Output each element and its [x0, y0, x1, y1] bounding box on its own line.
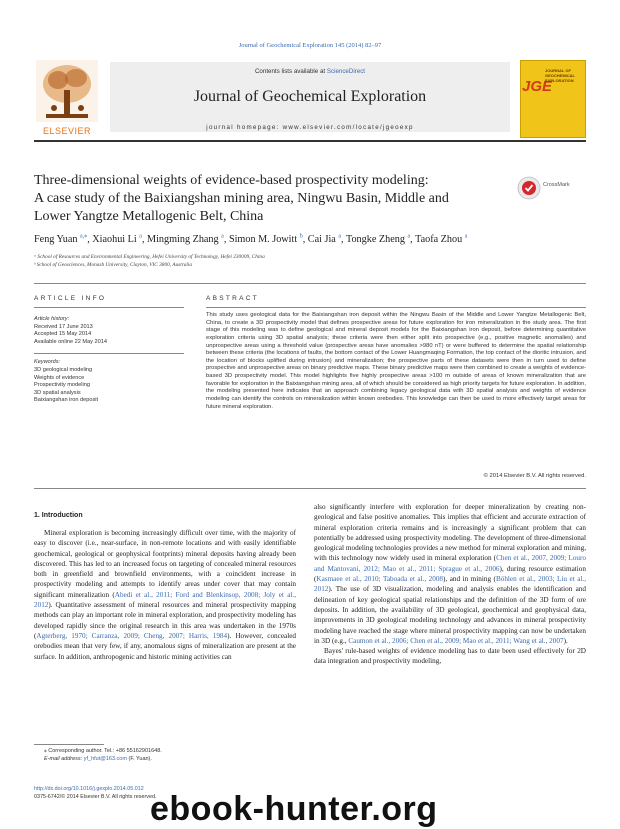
- elsevier-tree-icon: [36, 60, 98, 136]
- journal-citation[interactable]: Journal of Geochemical Exploration 145 (2014) 82–97: [238, 42, 382, 49]
- watermark-text: ebook-hunter.org: [150, 790, 438, 828]
- body-column-left: [34, 528, 296, 662]
- body-text: ), and in mining (: [443, 575, 496, 584]
- author[interactable]: Cai Jia $^a$,: [307, 234, 344, 246]
- keyword[interactable]: Weights of evidence: [34, 374, 85, 381]
- author-email-link[interactable]: yf_hfut@163.com: [83, 755, 127, 762]
- crossmark-icon[interactable]: [517, 176, 541, 200]
- author[interactable]: Tongke Zheng $^a$,: [345, 234, 413, 246]
- body-text: ). The use of 3D visualization, modeling and analysis enables the identification and delineation of key geological spatial relationships and the definition of the 3D form of ore deposits. In addition, the availability of 3D geological, geochemical and geophysical data, improvements in 3D geological modeling technology and advances in mineral prospectivity modeling have reached the stage where mineral prospectivity mapping can now be undertaken in 3D (e.g.,: [314, 585, 586, 645]
- sciencedirect-link[interactable]: ScienceDirect: [326, 68, 366, 75]
- history-label: Article history:: [34, 316, 70, 322]
- author[interactable]: Xiaohui Li $^a$,: [92, 234, 145, 246]
- keyword[interactable]: 3D spatial analysis: [34, 389, 81, 396]
- title-line-3: Lower Yangtze Metallogenic Belt, China: [34, 209, 264, 224]
- author-list: [34, 233, 586, 245]
- contents-line: [110, 68, 510, 75]
- body-text: Mineral exploration is becoming increasingly difficult over time, with the majority of easy to discover (i.e., near-surface, in non-remote locations and with easily identifiable geochemical, geological or geophysical footprints) mineral deposits having already been discovered. This has led to an increased focus on targeting of concealed mineral resources both in greenfield and brownfield environments, with a coincident increase in prospectivity modeling and attempts to identify areas under cover that may contain significant mineralization (: [34, 529, 296, 599]
- email-line: [44, 756, 294, 764]
- email-suffix: (F. Yuan).: [126, 755, 152, 762]
- header-divider: [34, 140, 586, 142]
- abstract-copyright: © 2014 Elsevier B.V. All rights reserved.: [483, 473, 586, 479]
- publisher-wordmark: ELSEVIER: [42, 126, 92, 136]
- email-label: E-mail address:: [44, 755, 84, 762]
- body-text: ).: [563, 636, 568, 645]
- author[interactable]: Mingming Zhang $^a$,: [147, 234, 227, 246]
- crossmark-label[interactable]: CrossMark: [543, 182, 570, 188]
- footnote: [44, 748, 294, 763]
- divider: [34, 346, 184, 354]
- body-text: ), during resource estimation (: [314, 564, 586, 584]
- received-date: Received 17 June 2013: [34, 323, 93, 330]
- title-line-1: Three-dimensional weights of evidence-based prospectivity modeling:: [34, 173, 429, 188]
- body-column-right: [314, 502, 586, 667]
- article-title: [34, 172, 504, 226]
- citation-link[interactable]: Böhlen et al., 2003; Liu et al., 2012: [314, 575, 586, 594]
- citation-link[interactable]: Caumon et al., 2006; Chen et al., 2009; Mao et al., 2011; Wang et al., 2007: [348, 636, 564, 645]
- divider: [34, 283, 586, 284]
- keywords-label: Keywords:: [34, 359, 61, 366]
- author[interactable]: Taofa Zhou $^a$: [415, 234, 468, 246]
- abstract-heading: ABSTRACT: [206, 295, 260, 302]
- doi-link[interactable]: http://dx.doi.org/10.1016/j.gexplo.2014.05.012: [34, 786, 144, 792]
- affiliation-a: ᵃ School of Resources and Environmental Engineering, Hefei University of Technology, Hefei 230009, China: [34, 254, 265, 260]
- journal-homepage[interactable]: journal homepage: www.elsevier.com/locate/jgeoexp: [206, 124, 414, 131]
- accepted-date: Accepted 15 May 2014: [34, 331, 92, 338]
- corresponding-author-note: ⁎ Corresponding author. Tel.: +86 55162901648.: [44, 748, 162, 754]
- footnote-divider: [34, 744, 104, 745]
- journal-title: Journal of Geochemical Exploration: [193, 88, 427, 105]
- citation-link[interactable]: Kasmaee et al., 2010; Taboada et al., 2008: [316, 575, 444, 584]
- divider: [34, 488, 586, 489]
- affiliation-b: ᵇ School of Geosciences, Monash University, Clayton, VIC 3800, Australia: [34, 262, 193, 268]
- cover-subtitle: JOURNAL OF GEOCHEMICAL EXPLORATION: [545, 68, 575, 83]
- body-paragraph: Bayes' rule-based weights of evidence modeling has to date been used effectively for 2D data integration and prospectivity modeling,: [314, 647, 586, 666]
- citation-link[interactable]: Agterberg, 1970; Carranza, 2009; Cheng, 2007; Harris, 1984: [36, 631, 228, 640]
- body-text: ). Quantitative assessment of mineral resources and mineral prospectivity mapping methods can play an important role in mineral exploration, and prospectivity modeling has developed rapidly since the original research in this area was undertaken in the 1970s (: [34, 601, 296, 640]
- contents-prefix: Contents lists available at: [254, 68, 327, 75]
- divider: [34, 307, 184, 308]
- online-date: Available online 22 May 2014: [34, 338, 107, 345]
- keyword[interactable]: 3D geological modeling: [34, 366, 93, 373]
- author[interactable]: Feng Yuan $^{a,⁎}$,: [34, 234, 90, 246]
- divider: [206, 307, 586, 308]
- citation-link[interactable]: Chen et al., 2007, 2009; Louro and Mantovani, 2012; Mao et al., 2011; Sprague et al., 2006: [314, 554, 587, 573]
- citation-link[interactable]: Abedi et al., 2011; Ford and Blenkinsop, 2008; Joly et al., 2012: [34, 590, 296, 610]
- body-text: also significantly interfere with exploration for deeper mineralization by creating non-geological and false positive anomalies. This implies that efficient and accurate extraction of mineral exploration criteria remains and is increasingly a significant problem that can potentially be addressed using prospectivity modeling. The development of three-dimensional geological modeling technologies provides a new method for mineral exploration and mining, with this technology now widely used in mineral exploration (: [314, 503, 586, 563]
- abstract-text: This study uses geological data for the Baixiangshan iron deposit within the Ningwu Basin of the Middle and Lower Yangtze Metallogenic Belt, China, to create a 3D prospectivity model that defines prospective areas for future exploration for iron mineralization in the study area. The first stage of this modeling was to define geological and mineral deposit models for the Baixiangshan iron deposit, before determining quantitative exploration criteria using 3D spatial analysis; these criteria were then either split into prospective (e.g., positive magnetic anomalies) and unprospective areas using a threshold value (prospective areas have anomalies >980 nT) or were buffered to determine the spatial relationship between these criteria (the locations of faults, the bottom contact of the Lower Huangmaqing Formation, the top contact of the dioritic intrusion, and the location of blocks uplifted during intrusion) and mineralization; the prospective parts of these datasets were then in turn used to define prospective and unprospective areas on binary predictive maps. These binary predictive maps were then combined to create a weights of evidence-based 3D prospectivity model. This model highlights five highly prospective areas >100 m outside of areas of known mineralization that are favorable for exploration in the Baixiangshan mining area, all of which should be considered as high priority targets for future exploration. In addition, the modeling presented here indicates that an approach combining legacy geological data with 3D spatial analysis and weights of evidence modeling can identify the controls on mineralization within known orebodies. This knowledge can then be used to more effectively target areas for future mineral exploration.: [206, 312, 586, 410]
- article-info: [34, 316, 184, 405]
- author[interactable]: Simon M. Jowitt $^b$,: [228, 234, 306, 246]
- keyword[interactable]: Baixiangshan iron deposit: [34, 397, 99, 404]
- body-text: ). However, concealed orebodies mean that very few, if any, anomalous signs of mineralization are present at the surface. In addition, anthropogenic and historic mining activities can: [34, 631, 296, 661]
- keyword[interactable]: Prospectivity modeling: [34, 382, 90, 389]
- article-info-heading: ARTICLE INFO: [34, 295, 107, 302]
- title-line-2: A case study of the Baixiangshan mining area, Ningwu Basin, Middle and: [34, 191, 449, 206]
- cover-abbreviation: JGE: [522, 78, 553, 95]
- issn-line: 0375-6742/© 2014 Elsevier B.V. All rights reserved.: [34, 794, 157, 800]
- section-heading-introduction: 1. Introduction: [34, 512, 83, 519]
